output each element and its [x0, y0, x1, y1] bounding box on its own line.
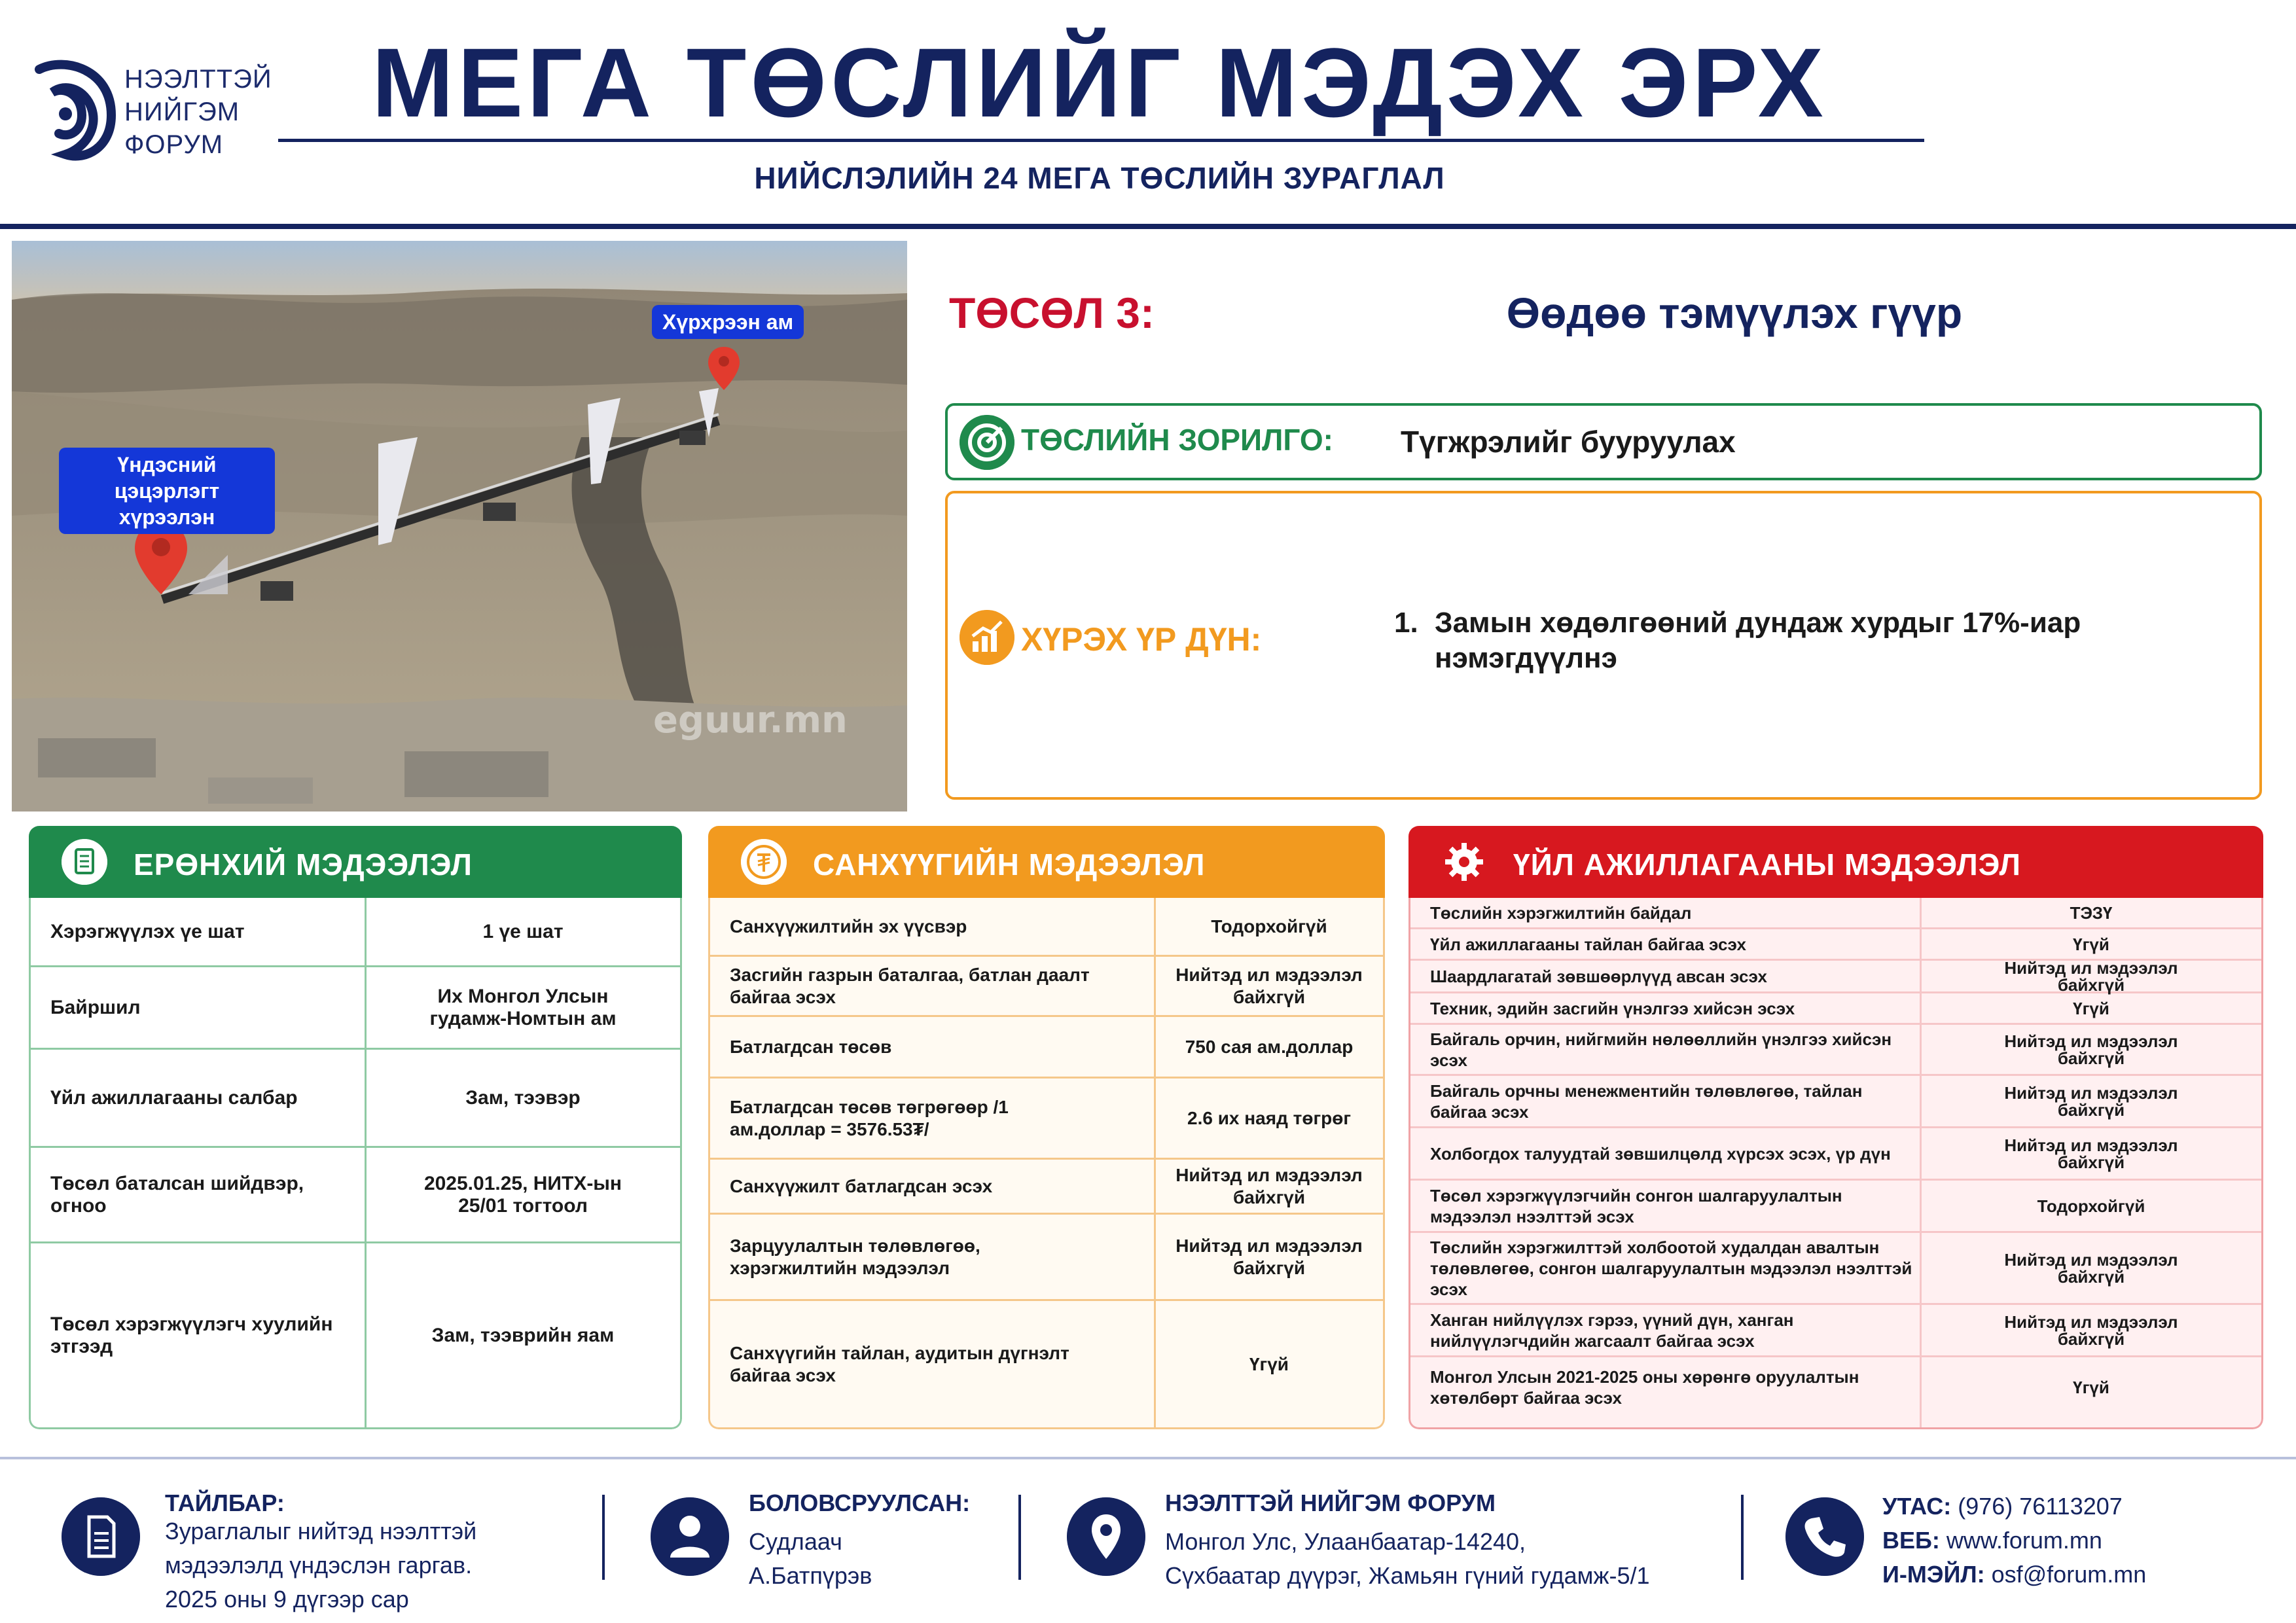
table-row [710, 1215, 1383, 1301]
project-name: Өөдөө тэмүүлэх гүүр [1506, 289, 1963, 337]
row-key: Төслийн хэрэгжилттэй холбоотой худалдан авалтын төлөвлөгөө, сонгон шалгаруулалтын мэдээлэл нээлттэй эсэх [1430, 1237, 1912, 1299]
row-key: Төслийн хэрэгжилтийн байдал [1430, 902, 1692, 923]
table-row [1410, 1233, 2261, 1305]
table-row [31, 1050, 680, 1148]
row-key: Холбогдох талуудтай зөвшилцөлд хүрсэх эсэх, үр дүн [1430, 1143, 1891, 1164]
row-value: Нийтэд ил мэдээлэл байхгүй [2004, 957, 2178, 995]
note-text [165, 1514, 476, 1616]
phone-icon [1785, 1497, 1864, 1576]
project-aerial-image [12, 241, 907, 812]
note-document-icon [62, 1497, 140, 1576]
row-key: Батлагдсан төсөв төгрөгөөр /1 ам.доллар = 3576.53₮/ [730, 1096, 1009, 1139]
table-row [31, 898, 680, 967]
row-key: Төсөл хэрэгжүүлэгчийн сонгон шалгаруулалтын мэдээлэл нээлттэй эсэх [1430, 1185, 1842, 1226]
result-label: ХҮРЭХ ҮР ДҮН: [1021, 621, 1262, 658]
table-row [710, 1160, 1383, 1215]
row-key: Засгийн газрын баталгаа, батлан даалт байгаа эсэх [730, 964, 1090, 1007]
row-key: Төсөл хэрэгжүүлэгч хуулийн этгээд [50, 1313, 333, 1357]
logo-line-3: ФОРУМ [124, 130, 224, 159]
location-icon [1067, 1497, 1145, 1576]
row-key: Санхүүжилтийн эх үүсвэр [730, 916, 967, 936]
table-row [710, 898, 1383, 957]
row-value: Үгүй [2073, 934, 2109, 954]
web-label: ВЕБ: [1882, 1527, 1940, 1554]
row-key: Санхүүгийн тайлан, аудитын дүгнэлт байгаа эсэх [730, 1342, 1069, 1385]
org-title: НЭЭЛТТЭЙ НИЙГЭМ ФОРУМ [1165, 1489, 1496, 1516]
table-row [710, 1301, 1383, 1427]
finance-info-title: САНХҮҮГИЙН МЭДЭЭЛЭЛ [813, 847, 1206, 882]
footer-separator [602, 1495, 605, 1580]
pin-label-hurhreen-am: Хүрхрээн ам [652, 305, 804, 339]
prepared-title: БОЛОВСРУУЛСАН: [749, 1489, 971, 1516]
table-row [31, 1148, 680, 1243]
row-key: Хэрэгжүүлэх үе шат [50, 920, 245, 942]
org-address [1165, 1525, 1650, 1593]
prepared-line: А.Батпүрэв [749, 1562, 872, 1589]
table-row [1410, 957, 2261, 995]
address-line: Сүхбаатар дүүрэг, Жамьян гүний гудамж-5/1 [1165, 1562, 1650, 1589]
contact-info [1882, 1489, 2146, 1592]
phone-value[interactable]: (976) 76113207 [1958, 1493, 2123, 1520]
row-value: Нийтэд ил мэдээлэл байхгүй [2004, 1082, 2178, 1120]
row-value: Нийтэд ил мэдээлэл байхгүй [2004, 1135, 2178, 1172]
note-line: Зураглалыг нийтэд нээлттэй [165, 1518, 477, 1544]
pin-label-line-1: Үндэсний цэцэрлэгт [114, 453, 220, 503]
table-row [1410, 1305, 2261, 1357]
row-key: Ханган нийлүүлэх гэрээ, үүний дүн, ханган нийлүүлэгчдийн жагсаалт байгаа эсэх [1430, 1310, 1794, 1351]
table-row [1410, 1076, 2261, 1128]
web-line [1882, 1524, 2146, 1558]
table-row [31, 1243, 680, 1427]
row-value: 2025.01.25, НИТХ-ын 25/01 тогтоол [423, 1172, 622, 1217]
row-value: Үгүй [1249, 1353, 1289, 1374]
table-row [1410, 929, 2261, 961]
note-line: мэдээлэлд үндэслэн гаргав. [165, 1552, 473, 1578]
email-line [1882, 1558, 2146, 1592]
result-item [1394, 605, 2232, 676]
email-label: И-МЭЙЛ: [1882, 1561, 1985, 1588]
growth-chart-icon [960, 610, 1014, 665]
row-key: Монгол Улсын 2021-2025 оны хөрөнгө оруулалтын хөтөлбөрт байгаа эсэх [1430, 1367, 1859, 1408]
row-value: Нийтэд ил мэдээлэл байхгүй [1175, 1164, 1363, 1207]
row-key: Төсөл баталсан шийдвэр, огноо [50, 1172, 304, 1217]
general-info-title: ЕРӨНХИЙ МЭДЭЭЛЭЛ [134, 847, 473, 882]
row-value: Зам, тээвэр [465, 1086, 581, 1109]
general-info-header [29, 826, 682, 898]
row-key: Байгаль орчны менежментийн төлөвлөгөө, тайлан байгаа эсэх [1430, 1080, 1863, 1122]
note-title: ТАЙЛБАР: [165, 1489, 285, 1516]
footer-separator [1741, 1495, 1744, 1580]
row-key: Үйл ажиллагааны салбар [50, 1086, 298, 1109]
row-key: Санхүүжилт батлагдсан эсэх [730, 1175, 993, 1196]
table-row [1410, 898, 2261, 929]
logo-line-1: НЭЭЛТТЭЙ [124, 65, 272, 94]
pin-label-line-2: хүрээлэн [118, 505, 215, 529]
operations-info-header [1408, 826, 2263, 898]
footer-divider [0, 1457, 2296, 1459]
phone-label: УТАС: [1882, 1493, 1952, 1520]
header-divider [0, 224, 2296, 229]
email-link[interactable]: osf@forum.mn [1991, 1561, 2147, 1588]
general-info-table [29, 898, 682, 1429]
footer-separator [1018, 1495, 1021, 1580]
row-value: Нийтэд ил мэдээлэл байхгүй [2004, 1249, 2178, 1287]
row-key: Байршил [50, 996, 141, 1018]
row-key: Байгаль орчин, нийгмийн нөлөөллийн үнэлгээ хийсэн эсэх [1430, 1029, 1892, 1070]
row-key: Зарцуулалтын төлөвлөгөө, хэрэгжилтийн мэдээлэл [730, 1235, 980, 1278]
prepared-line: Судлаач [749, 1528, 842, 1555]
row-value: 750 сая ам.доллар [1185, 1036, 1354, 1057]
table-row [1410, 1128, 2261, 1181]
prepared-text [749, 1525, 872, 1593]
goal-label: ТӨСЛИЙН ЗОРИЛГО: [1021, 423, 1333, 457]
web-link[interactable]: www.forum.mn [1946, 1527, 2102, 1554]
phone-line [1882, 1489, 2146, 1524]
image-watermark: eguur.mn [653, 699, 848, 741]
row-key: Үйл ажиллагааны тайлан байгаа эсэх [1430, 934, 1746, 954]
operations-info-table [1408, 898, 2263, 1429]
page-subtitle: НИЙСЛЭЛИЙН 24 МЕГА ТӨСЛИЙН ЗУРАГЛАЛ [754, 161, 1445, 195]
target-icon [960, 415, 1014, 470]
row-key: Техник, эдийн засгийн үнэлгээ хийсэн эсэх [1430, 998, 1795, 1018]
pin-label-national-park [59, 448, 275, 534]
row-value: Тодорхойгүй [1211, 916, 1327, 936]
logo-line-2: НИЙГЭМ [124, 98, 240, 126]
row-value: 2.6 их наяд төгрөг [1187, 1107, 1351, 1128]
table-row [1410, 1357, 2261, 1418]
table-row [31, 967, 680, 1050]
general-info-card [29, 826, 682, 1429]
finance-info-header [708, 826, 1385, 898]
row-value: Зам, тээврийн яам [431, 1324, 615, 1346]
row-value: ТЭЗҮ [2070, 902, 2113, 923]
row-value: 1 үе шат [482, 920, 564, 942]
page-title: МЕГА ТӨСЛИЙГ МЭДЭХ ЭРХ [372, 27, 1827, 137]
row-value: Нийтэд ил мэдээлэл байхгүй [2004, 1031, 2178, 1068]
row-value: Нийтэд ил мэдээлэл байхгүй [2004, 1311, 2178, 1349]
finance-info-table [708, 898, 1385, 1429]
table-row [710, 1079, 1383, 1160]
document-icon [62, 839, 107, 885]
gear-icon [1441, 839, 1487, 885]
project-number: ТӨСӨЛ 3: [949, 289, 1155, 337]
row-key: Батлагдсан төсөв [730, 1036, 892, 1057]
table-row [1410, 1025, 2261, 1076]
table-row [710, 957, 1383, 1017]
row-key: Шаардлагатай зөвшөөрлүүд авсан эсэх [1430, 966, 1767, 986]
tugrik-coin-icon [741, 839, 787, 885]
table-row [1410, 1181, 2261, 1233]
row-value: Тодорхойгүй [2037, 1196, 2145, 1216]
operations-info-title: ҮЙЛ АЖИЛЛАГААНЫ МЭДЭЭЛЭЛ [1513, 847, 2021, 882]
address-line: Монгол Улс, Улаанбаатар-14240, [1165, 1528, 1526, 1555]
row-value: Үгүй [2073, 998, 2109, 1018]
row-value: Их Монгол Улсын гудамж-Номтын ам [429, 985, 617, 1029]
user-icon [651, 1497, 729, 1576]
table-row [1410, 993, 2261, 1025]
row-value: Үгүй [2073, 1378, 2109, 1397]
note-line: 2025 оны 9 дүгээр сар [165, 1586, 409, 1613]
table-row [710, 1017, 1383, 1079]
operations-info-card [1408, 826, 2263, 1429]
logo-text [124, 63, 272, 161]
goal-value: Түгжрэлийг бууруулах [1401, 425, 1736, 459]
finance-info-card [708, 826, 1385, 1429]
result-item-text: Замын хөдөлгөөний дундаж хурдыг 17%-иар нэмэгдүүлнэ [1435, 607, 2081, 674]
title-divider [278, 139, 1924, 142]
result-item-number: 1. [1394, 607, 1418, 639]
row-value: Нийтэд ил мэдээлэл байхгүй [1175, 964, 1363, 1007]
row-value: Нийтэд ил мэдээлэл байхгүй [1175, 1235, 1363, 1278]
